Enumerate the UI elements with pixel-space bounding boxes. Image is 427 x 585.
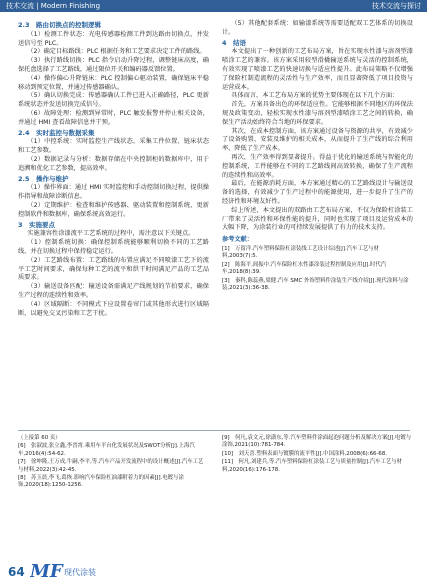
paragraph: 本文提出了一种创新的工艺布局方案，旨在实现水性漆与溶剂型漆喷涂工艺的兼容。该方案采用较型滑橇输送系统与灵活的控制系统，有效实现了喷漆工艺的快速切换与适应性提升。此布局策略不仅增强了保险杠制造流程的灵活性与生产效率，而且显著降低了项目投资与运营成本。 [222,48,413,91]
paragraph: （1）操作界面：通过 HMI 实时监控和手动控制切换过程，提供操作指导和故障诊断信息。 [18,184,209,201]
paragraph: （4）区域隔断：不同模式下应设置卷帘门或其他形式进行区域隔断，以避免交叉污染和工艺干扰。 [18,300,209,317]
paragraph: 再次，生产效率得到显著提升。得益于优化的输送系统与智能化的控制系统，工件能够在不同的工艺路线间高效转换，确保了生产流程的连续性和高效率。 [222,153,413,179]
reference-divider [18,430,410,431]
footer [0,555,427,585]
paragraph: 其次，在成本控制方面，该方案通过设备与资源的共享，有效减少了设备购置、安装及维护的相关成本，从而提升了生产线的综合利用率，降低了生产成本。 [222,127,413,153]
paragraph: （2）确定目标路线：PLC 根据任务和工艺要求决定工件的路线。 [27,48,206,56]
header-bar [0,0,427,12]
paragraph: （1）检测工件状态：光电传感器检测工件到达路由切换点，并发送信号至 PLC。 [18,30,209,47]
right-column [222,20,413,293]
paragraph: 最后，在能源消耗方面，本方案通过精心的工艺路线设计与输送设备的选择，有效减少了生产过程中的能源使用，进一步提升了生产的经济性和环境友好性。 [222,180,413,205]
left-column [18,20,209,318]
reference-item: [8] 苏玉晨,李飞,葛恢.影响汽车保险杠油漆附着力的因素[J].电镀与涂饰,2020(18):1250-1256. [18,475,184,489]
logo-mf: MF [30,561,63,581]
paragraph: 实施兼容性涂漆流平工艺系统的过程中，需注意以下关键点。 [27,230,195,238]
reference-item: [7] 徐坤隆,王万成,牛嗣,李平,等.汽车产品开发流程中的设计概述[J].汽车工艺与材料,2022(3):42-45. [18,459,204,473]
ref: [2] 陈海平,阎振中.汽车保险杠水性漆涂装过程控制及应用[J].时代汽车,2018(8):39. [222,261,387,276]
section-heading: 2.5 操作与维护 [18,174,69,183]
paragraph: （2）工艺路线布置：工艺路线的布置应满足不同喷漆工艺下的流平工艺时间要求，确保每种工艺的流平和烘干时间满足产品的工艺品质要求。 [18,256,209,282]
paragraph: （1）中控系统：实时监控生产线状态，采集工件位置、链床状态和工艺参数。 [18,138,209,155]
paragraph: （2）数据记录与分析：数据存储在中央控制柜的数据库中，用于追溯和优化工艺参数，提高效率。 [18,155,209,172]
paragraph: 首先，方案具备出色的环保适应性。它能够根据不同地区的环保法规及政策变动，轻松实现水性漆与溶剂型漆喷涂工艺之间的转换，确保生产活动始终符合当地的环保要求。 [222,101,413,126]
ref: [1] 万留洋.汽车塑料保险杠涂装线工艺设计综述[J].汽车工艺与材料,2003(7):5. [222,245,380,260]
paragraph: （1）控制系统切换：确保控制系统能够顺利切换不同的工艺路线，并在切换过程中保持稳定运行。 [18,239,209,255]
paragraph: 具体而言，本工艺布局方案的优势主要体现在以下几个方面： [231,92,399,100]
section-heading: 2.3 路由切换点的控制逻辑 [18,21,102,29]
paragraph: （4）操作偏心升降链床：PLC 控制偏心驱动装置，确保链床平稳移动到预定位置，并通过传感器确认。 [18,74,209,91]
paragraph: （5）其他配套系统：如输漆系统等需要适配双工艺体系的切换设计。 [222,20,413,36]
section-heading: 3 实施要点 [18,220,56,229]
section-heading: 4 结语 [222,38,247,47]
continued-note: （上接第 60 页） [18,435,61,441]
ref-title: 参考文献： [222,236,253,244]
reference-item: [6] 张淑波,张立鑫,李晋霄.乘用车平台化发展状况及SWOT分析[J].上海汽车,2016(4):54-62. [18,443,195,457]
header-right-text: 技术交流与探讨 [372,2,421,10]
reference-item: [11] 何凡,刘建兵,等.汽车塑料保险杠涂装工艺与质量控制[J].汽车工艺与材料,2020(16):176-178. [222,459,403,473]
paragraph: （2）定期维护：检查和维护传感器、驱动装置和控制系统，更新控制软件和数据库，确保系统高效运行。 [18,201,209,218]
paragraph: （6）故障处理：检测到异常时，PLC 触发报警并停止相关设备，并通过 HMI 查看故障信息并干预。 [18,109,209,126]
section-heading: 2.4 实时监控与数据采集 [18,128,95,137]
references-left [18,435,208,491]
page-number: 64 [8,565,25,579]
ref: [3] 秦科,陈蕊燕,梁健.汽车 SMC 外饰塑料件涂装生产线介绍[J].现代涂料与涂装,2021(3):36-38. [222,277,409,291]
reference-item: [10] 刘天喜.塑料表面与镀膜的流平性[J].中国涂料,2008(6):66-68. [222,450,387,457]
logo-text: 现代涂装 [64,568,96,577]
reference-item: [9] 何凡,袁文元,徐潇东,等.汽车塑料件涂面起泡问题分析及解决方案[J].电镀与涂饰,2021(10):781-784. [222,435,412,449]
paragraph: （3）输送设备匹配：输送设备需满足产线规划的节拍要求，确保生产过程的连续性和效率。 [18,283,209,299]
header-left-text: 技术交流 | Modern Finishing [6,2,101,10]
paragraph: （5）确认切换完成：传感器确认工件已进入正确路径，PLC 更新系统状态并发送切换完成信号。 [18,92,209,109]
paragraph: 综上所述，本文提出的双路由工艺布局方案，不仅为保险杠涂装工厂带来了灵活性和环保性能的提升，同时也实现了项目及运营成本的大幅下降，为涂装行业的可持续发展提供了有力的技术支持。 [222,206,413,232]
references-right [222,435,412,475]
paragraph: （3）执行路线切换：PLC 指令启动升降过程，调整链床高度，确保托盘选择了工艺路线，通过限位开关和编码器反馈位置。 [18,57,209,73]
magazine-logo [30,559,140,581]
